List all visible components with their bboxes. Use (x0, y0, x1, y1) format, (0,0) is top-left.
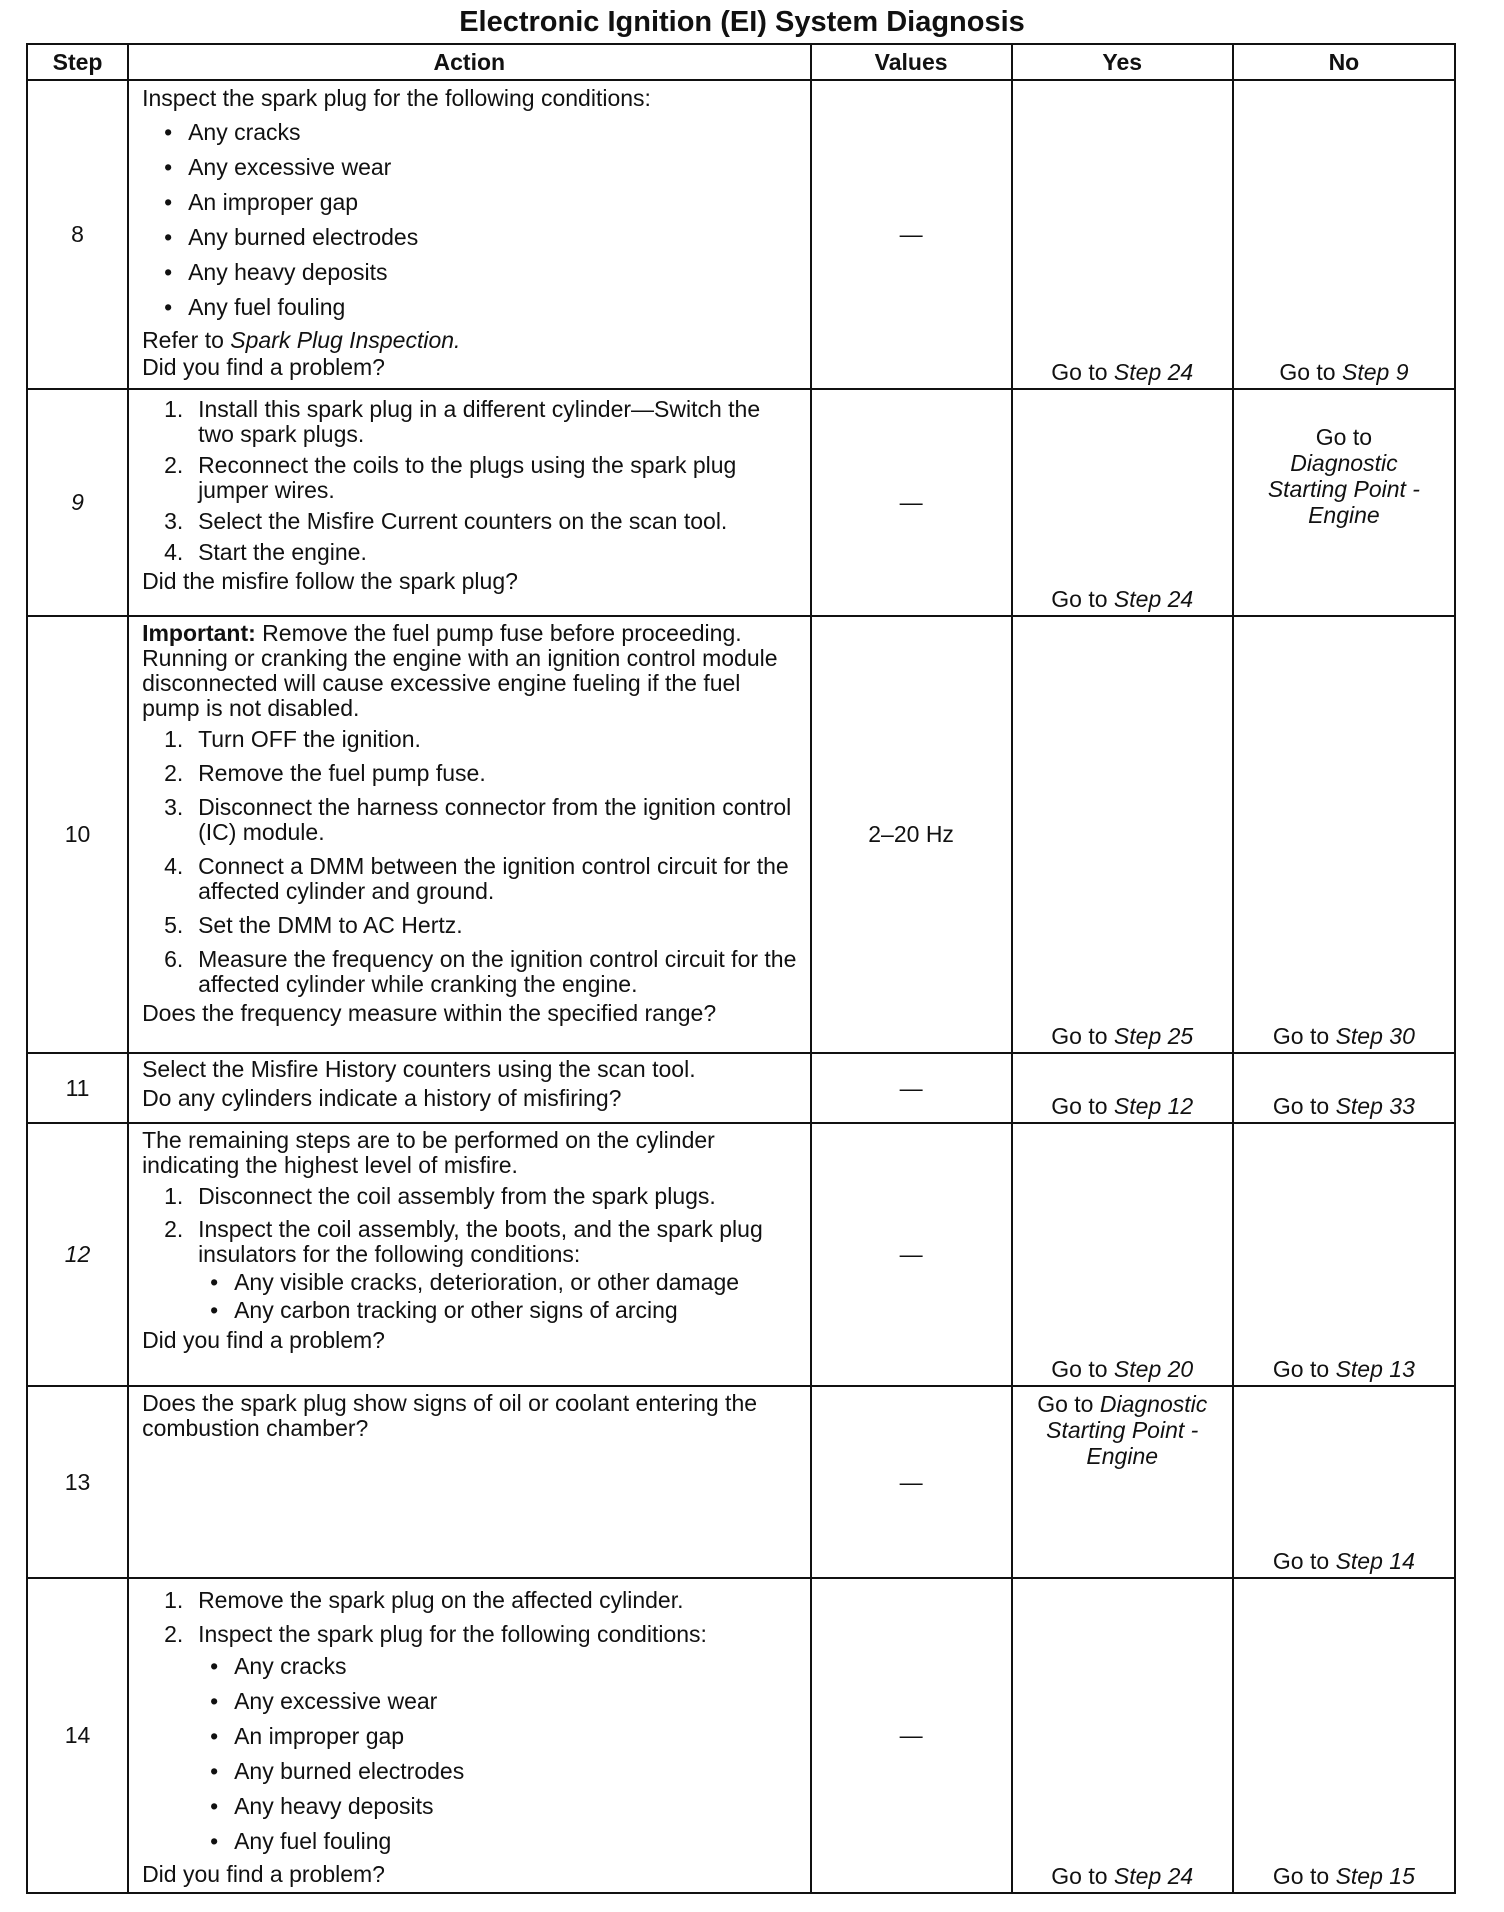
list-item: 3. Select the Misfire Current counters on the scan tool. (164, 508, 728, 534)
no-cell (1233, 616, 1455, 1053)
yes-goto: Go to Step 20 (1051, 1356, 1194, 1382)
list-item: • Any heavy deposits (210, 1789, 799, 1823)
table-row (27, 389, 1455, 616)
step-number: 8 (27, 80, 128, 389)
yes-goto: Go to Step 25 (1051, 1023, 1194, 1049)
yes-cell (1012, 389, 1233, 616)
yes-cell (1012, 616, 1233, 1053)
action-question: Did you find a problem? (142, 1327, 385, 1353)
action-question: Did you find a problem? (142, 1861, 385, 1887)
no-cell (1233, 1578, 1455, 1893)
list-item: 4. Start the engine. (164, 539, 367, 565)
step-number: 11 (27, 1053, 128, 1123)
table-row (27, 1053, 1455, 1123)
important-note: Important: Remove the fuel pump fuse before proceeding. Running or cranking the engine with an ignition control module disconnected will cause excessive engine fueling if the fuel pump is not disabled. (142, 620, 778, 721)
list-item: • Any cracks (210, 1649, 799, 1683)
action-question: Does the frequency measure within the specified range? (142, 1000, 717, 1026)
action-question: Do any cylinders indicate a history of misfiring? (142, 1085, 622, 1111)
values-cell: — (811, 1386, 1012, 1578)
action-intro: Inspect the spark plug for the following conditions: (142, 85, 651, 111)
header-step: Step (27, 44, 128, 80)
table-row (27, 80, 1455, 389)
step-number: 14 (27, 1578, 128, 1893)
yes-goto: Go to Diagnostic Starting Point - Engine (1037, 1391, 1208, 1469)
procedure-list (164, 397, 799, 565)
no-cell (1233, 80, 1455, 389)
action-refer: Refer to Spark Plug Inspection. (142, 327, 461, 353)
action-question: Does the spark plug show signs of oil or coolant entering the combustion chamber? (142, 1390, 758, 1441)
list-item: • Any cracks (164, 115, 799, 149)
table-row (27, 1123, 1455, 1386)
action-cell (128, 1123, 810, 1386)
list-item: 2. Remove the fuel pump fuse. (164, 760, 486, 786)
step-number: 9 (27, 389, 128, 616)
no-goto: Go to Step 15 (1272, 1863, 1415, 1889)
values-cell: 2–20 Hz (811, 616, 1012, 1053)
list-item: 1. Remove the spark plug on the affected cylinder. (164, 1587, 684, 1613)
no-goto: Go to Step 14 (1272, 1548, 1415, 1574)
list-item: • Any carbon tracking or other signs of arcing (210, 1297, 799, 1324)
procedure-list (164, 1588, 799, 1858)
action-intro: The remaining steps are to be performed on the cylinder indicating the highest level of misfire. (142, 1127, 715, 1178)
yes-cell (1012, 1053, 1233, 1123)
condition-list (164, 115, 799, 324)
list-item: • An improper gap (164, 185, 799, 219)
list-item: 2. Inspect the coil assembly, the boots, and the spark plug insulators for the following conditions: • Any visible cracks, deterioration, or other damage • Any carbon tracking or other signs of arcing (164, 1217, 799, 1324)
yes-cell (1012, 1123, 1233, 1386)
list-item: • An improper gap (210, 1719, 799, 1753)
action-cell (128, 616, 810, 1053)
procedure-list (164, 727, 799, 997)
no-goto: Go to Step 9 (1279, 359, 1409, 385)
no-cell (1233, 1123, 1455, 1386)
no-goto: Go to Step 33 (1272, 1093, 1415, 1119)
no-cell (1233, 1053, 1455, 1123)
procedure-list (164, 1184, 799, 1324)
list-item: • Any fuel fouling (164, 290, 799, 324)
header-yes: Yes (1012, 44, 1233, 80)
header-no: No (1233, 44, 1455, 80)
header-action: Action (128, 44, 810, 80)
table-header-row (27, 44, 1455, 80)
diagnosis-table (26, 43, 1456, 1894)
no-cell (1233, 389, 1455, 616)
action-line: Select the Misfire History counters using the scan tool. (142, 1056, 696, 1082)
list-item: 6. Measure the frequency on the ignition control circuit for the affected cylinder while cranking the engine. (164, 946, 797, 997)
yes-cell (1012, 1578, 1233, 1893)
table-row (27, 616, 1455, 1053)
list-item: 1. Turn OFF the ignition. (164, 726, 421, 752)
no-goto: Go to Step 30 (1272, 1023, 1415, 1049)
yes-goto: Go to Step 24 (1051, 586, 1194, 612)
list-item: 3. Disconnect the harness connector from the ignition control (IC) module. (164, 794, 792, 845)
yes-goto: Go to Step 24 (1051, 1863, 1194, 1889)
list-item: 1. Install this spark plug in a different cylinder—Switch the two spark plugs. (164, 396, 761, 447)
action-cell (128, 80, 810, 389)
yes-goto: Go to Step 24 (1051, 359, 1194, 385)
action-question: Did the misfire follow the spark plug? (142, 568, 518, 594)
table-row (27, 1578, 1455, 1893)
no-goto: Go to Step 13 (1272, 1356, 1415, 1382)
page-title: Electronic Ignition (EI) System Diagnosis (459, 6, 1025, 38)
step-number: 12 (27, 1123, 128, 1386)
values-cell: — (811, 80, 1012, 389)
list-item: 5. Set the DMM to AC Hertz. (164, 912, 463, 938)
values-cell: — (811, 1578, 1012, 1893)
no-cell (1233, 1386, 1455, 1578)
yes-cell (1012, 1386, 1233, 1578)
list-item: • Any burned electrodes (210, 1754, 799, 1788)
values-cell: — (811, 389, 1012, 616)
list-item: • Any burned electrodes (164, 220, 799, 254)
action-cell (128, 1578, 810, 1893)
values-cell: — (811, 1053, 1012, 1123)
list-item: • Any excessive wear (210, 1684, 799, 1718)
list-item: 2. Reconnect the coils to the plugs using the spark plug jumper wires. (164, 452, 737, 503)
action-cell (128, 1053, 810, 1123)
no-goto: Go to Diagnostic Starting Point - Engine (1267, 424, 1420, 528)
action-question: Did you find a problem? (142, 354, 385, 380)
step-number: 10 (27, 616, 128, 1053)
reference-link: Spark Plug Inspection. (230, 327, 461, 353)
yes-goto: Go to Step 12 (1051, 1093, 1194, 1119)
list-item: • Any excessive wear (164, 150, 799, 184)
yes-cell (1012, 80, 1233, 389)
action-cell (128, 389, 810, 616)
list-item: 4. Connect a DMM between the ignition control circuit for the affected cylinder and ground. (164, 853, 789, 904)
list-item: 2. Inspect the spark plug for the following conditions: • Any cracks • Any excessive wear • An improper gap • Any burned electrodes • Any heavy deposits • Any fuel fouling (164, 1622, 799, 1858)
action-cell (128, 1386, 810, 1578)
step-number: 13 (27, 1386, 128, 1578)
list-item: • Any fuel fouling (210, 1824, 799, 1858)
list-item: • Any visible cracks, deterioration, or other damage (210, 1269, 799, 1296)
list-item: 1. Disconnect the coil assembly from the spark plugs. (164, 1183, 716, 1209)
list-item: • Any heavy deposits (164, 255, 799, 289)
table-row (27, 1386, 1455, 1578)
condition-list (210, 1269, 799, 1324)
header-values: Values (811, 44, 1012, 80)
values-cell: — (811, 1123, 1012, 1386)
condition-list (210, 1649, 799, 1858)
